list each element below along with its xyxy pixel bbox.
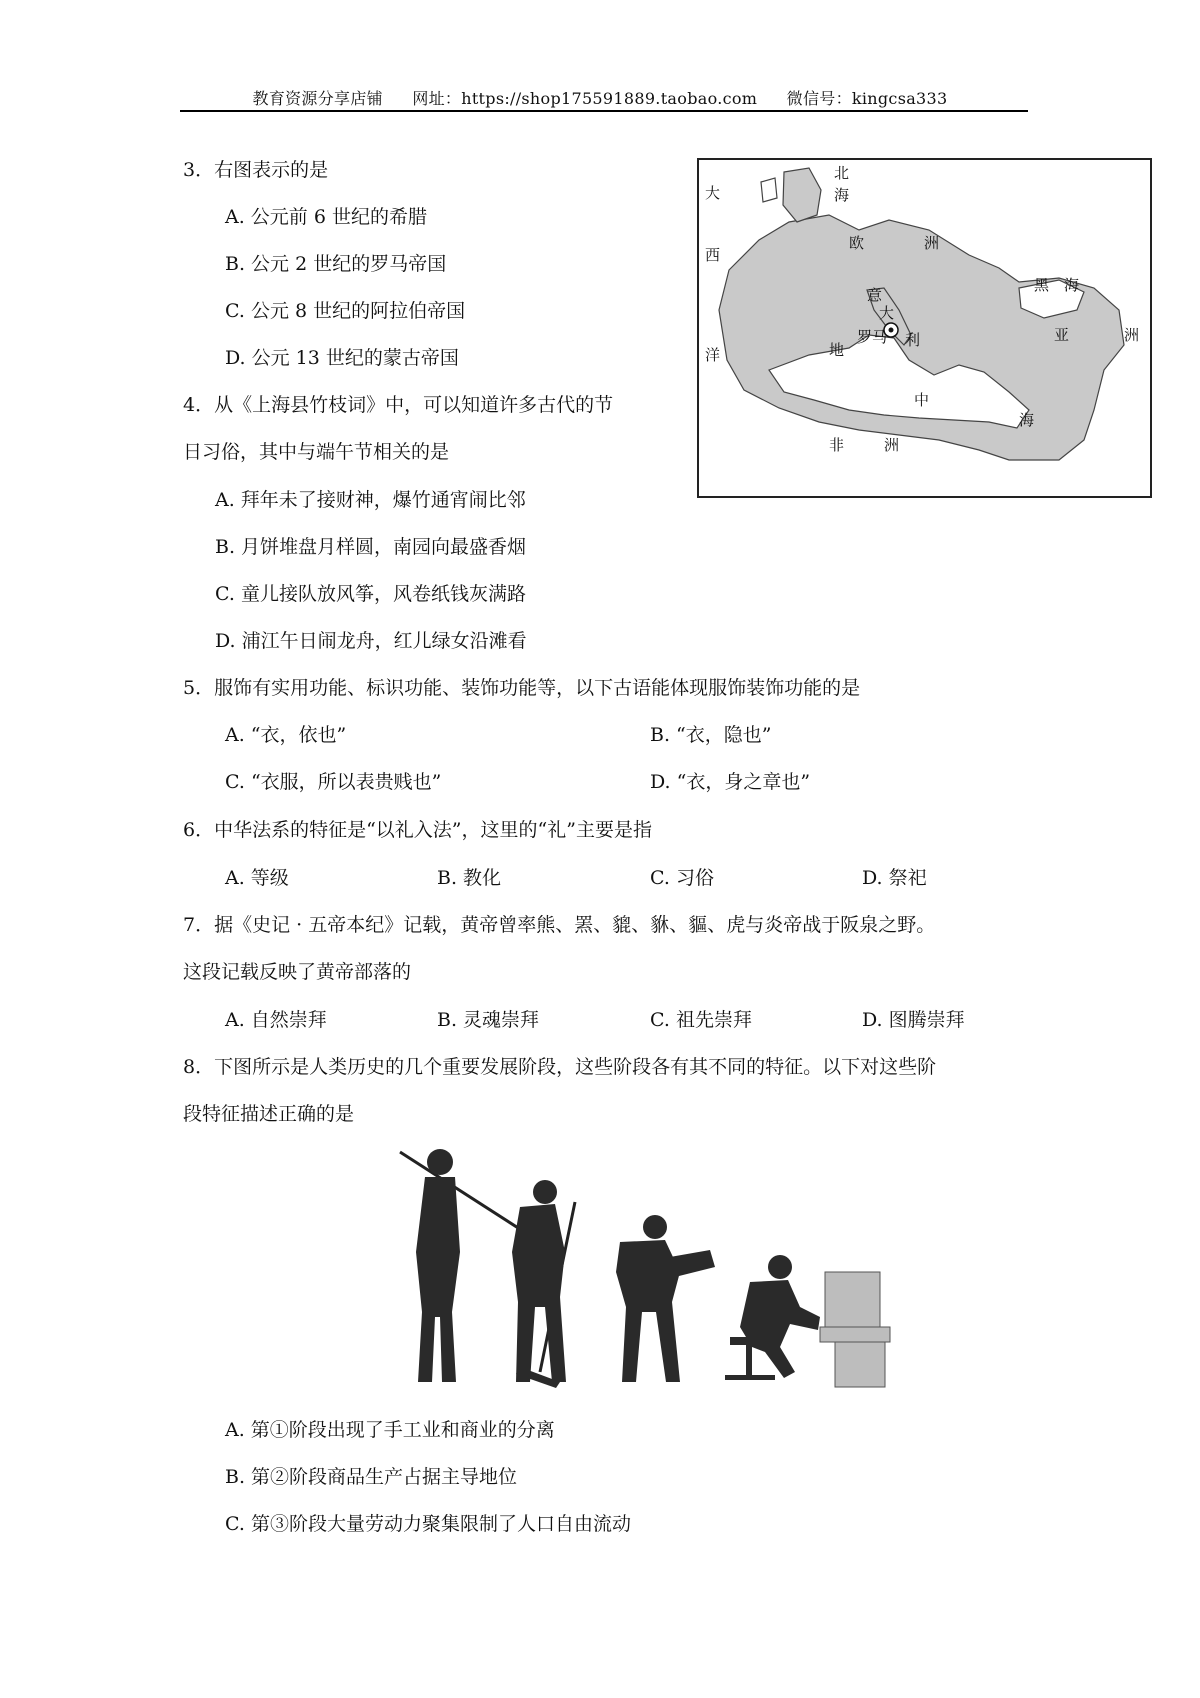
q8-option-a: A. 第①阶段出现了手工业和商业的分离 [225, 1419, 555, 1441]
map-label-bei: 北 [834, 164, 850, 182]
map-label-di: 地 [829, 341, 845, 359]
header-divider [180, 110, 1028, 112]
q4-option-a: A. 拜年未了接财神，爆竹通宵闹比邻 [215, 489, 526, 511]
q3-option-a: A. 公元前 6 世纪的希腊 [225, 206, 427, 228]
roman-empire-map [697, 158, 1152, 498]
map-label-ou: 欧 [849, 234, 865, 252]
q6-option-b: B. 教化 [437, 867, 502, 889]
header-shop: 教育资源分享店铺 [252, 89, 383, 108]
q5-option-a: A. “衣，依也” [225, 724, 347, 746]
map-label-zhou2: 洲 [1124, 326, 1140, 344]
q8-stem-line1: 8．下图所示是人类历史的几个重要发展阶段，这些阶段各有其不同的特征。以下对这些阶 [183, 1056, 937, 1078]
q3-option-b: B. 公元 2 世纪的罗马帝国 [225, 253, 447, 275]
map-label-roma: 罗马 [857, 328, 888, 346]
map-label-hai3: 海 [1019, 411, 1035, 429]
page-header [0, 86, 1200, 109]
q7-option-d: D. 图腾崇拜 [862, 1009, 965, 1031]
map-label-fei: 非 [829, 436, 845, 454]
q3-stem: 3．右图表示的是 [183, 159, 329, 181]
map-label-xi: 西 [705, 246, 721, 264]
q7-option-b: B. 灵魂崇拜 [437, 1009, 540, 1031]
map-label-zhou: 洲 [924, 234, 940, 252]
human-evolution-figure [380, 1132, 920, 1402]
q5-option-d: D. “衣，身之章也” [650, 771, 811, 793]
q4-stem-line1: 4．从《上海县竹枝词》中，可以知道许多古代的节 [183, 394, 614, 416]
map-label-hai2: 海 [1064, 276, 1080, 294]
map-label-zhong: 中 [914, 391, 930, 409]
q7-stem-line2: 这段记载反映了黄帝部落的 [183, 961, 412, 983]
header-url: 网址：https://shop175591889.taobao.com [412, 89, 758, 108]
map-label-ya: 亚 [1054, 326, 1070, 344]
q4-option-c: C. 童儿接队放风筝，风卷纸钱灰满路 [215, 583, 526, 605]
q4-option-b: B. 月饼堆盘月样圆，南园向最盛香烟 [215, 536, 527, 558]
q6-option-a: A. 等级 [225, 867, 289, 889]
q7-option-a: A. 自然崇拜 [225, 1009, 327, 1031]
map-label-da2: 大 [879, 304, 895, 322]
q7-stem-line1: 7．据《史记 · 五帝本纪》记载，黄帝曾率熊、罴、貔、貅、貙、虎与炎帝战于阪泉之野。 [183, 914, 936, 936]
q6-stem: 6．中华法系的特征是“以礼入法”，这里的“礼”主要是指 [183, 819, 652, 841]
evolution-graphic [380, 1132, 920, 1402]
header-wechat: 微信号：kingcsa333 [786, 89, 948, 108]
q5-option-c: C. “衣服，所以表贵贱也” [225, 771, 442, 793]
q8-option-b: B. 第②阶段商品生产占据主导地位 [225, 1466, 518, 1488]
map-graphic [699, 160, 1150, 496]
q6-option-c: C. 习俗 [650, 867, 714, 889]
map-label-li: 利 [905, 331, 921, 349]
q4-stem-line2: 日习俗，其中与端午节相关的是 [183, 441, 450, 463]
map-label-yang: 洋 [705, 346, 721, 364]
map-label-yi: 意 [867, 286, 883, 304]
q5-stem: 5．服饰有实用功能、标识功能、装饰功能等，以下古语能体现服饰装饰功能的是 [183, 677, 861, 699]
q7-option-c: C. 祖先崇拜 [650, 1009, 752, 1031]
q3-option-d: D. 公元 13 世纪的蒙古帝国 [225, 347, 459, 369]
map-label-hei: 黑 [1034, 276, 1050, 294]
map-label-hai: 海 [834, 186, 850, 204]
q3-option-c: C. 公元 8 世纪的阿拉伯帝国 [225, 300, 466, 322]
q4-option-d: D. 浦江午日闹龙舟，红儿绿女沿滩看 [215, 630, 527, 652]
q8-option-c: C. 第③阶段大量劳动力聚集限制了人口自由流动 [225, 1513, 631, 1535]
q8-stem-line2: 段特征描述正确的是 [183, 1103, 355, 1125]
q6-option-d: D. 祭祀 [862, 867, 927, 889]
map-label-zhou3: 洲 [884, 436, 900, 454]
q5-option-b: B. “衣，隐也” [650, 724, 772, 746]
map-label-da: 大 [705, 184, 721, 202]
